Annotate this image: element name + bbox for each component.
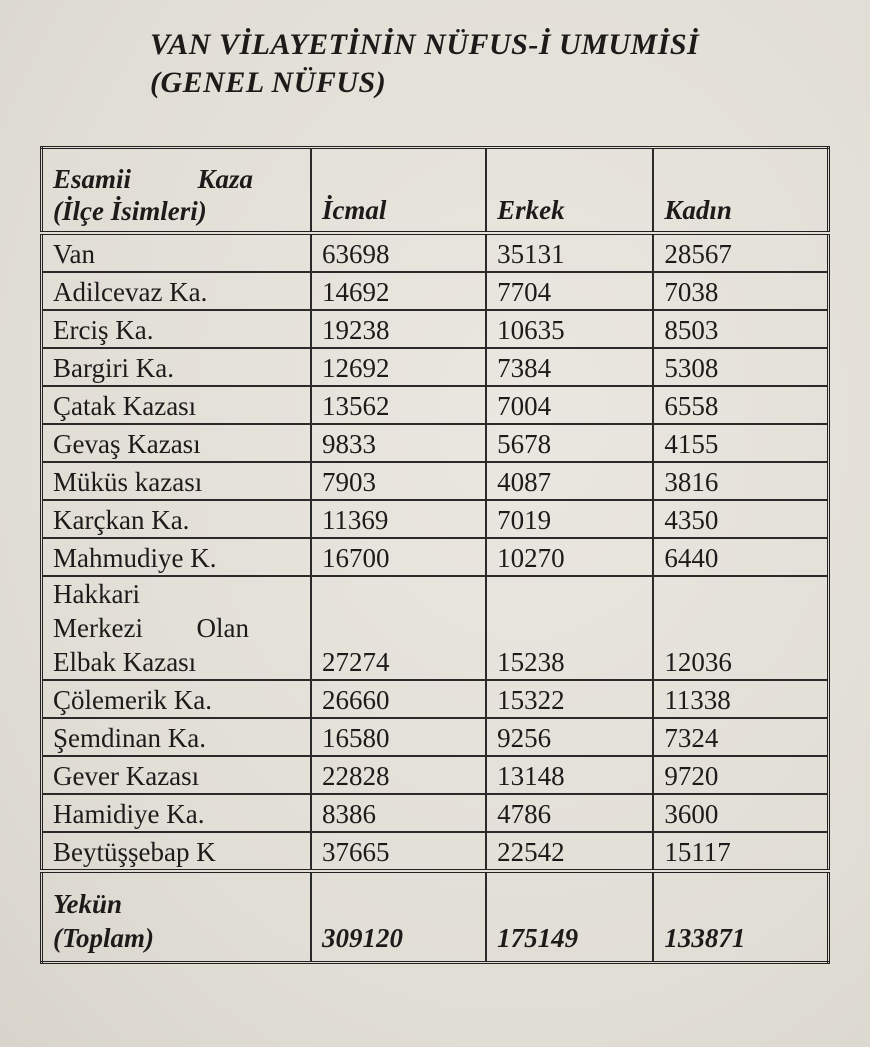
district-name-line2 [53, 611, 249, 645]
table-row [42, 272, 829, 310]
header-icmal: İcmal [311, 148, 486, 234]
title-line-1: VAN VİLAYETİNİN NÜFUS-İ UMUMİSİ [150, 28, 700, 61]
table-row [42, 386, 829, 424]
table-row [42, 718, 829, 756]
total-label-line1: Yekün [53, 889, 123, 919]
district-name: Erciş Ka. [42, 310, 311, 348]
kadin-value: 7038 [653, 272, 828, 310]
district-name: Hamidiye Ka. [42, 794, 311, 832]
icmal-value: 8386 [311, 794, 486, 832]
total-icmal: 309120 [311, 871, 486, 963]
table-row [42, 680, 829, 718]
kadin-value: 8503 [653, 310, 828, 348]
district-name: Gevaş Kazası [42, 424, 311, 462]
header-district-names [42, 148, 311, 234]
erkek-value: 7019 [486, 500, 653, 538]
header-col1-word2: Kaza [197, 164, 253, 194]
total-label-line2: (Toplam) [53, 923, 154, 953]
kadin-value: 3816 [653, 462, 828, 500]
table-row [42, 794, 829, 832]
kadin-value: 28567 [653, 233, 828, 272]
erkek-value: 9256 [486, 718, 653, 756]
table-row [42, 424, 829, 462]
kadin-value: 15117 [653, 832, 828, 871]
document-title [150, 26, 699, 102]
kadin-value: 6558 [653, 386, 828, 424]
kadin-value: 12036 [653, 576, 828, 680]
erkek-value: 5678 [486, 424, 653, 462]
icmal-value: 9833 [311, 424, 486, 462]
kadin-value: 4350 [653, 500, 828, 538]
district-name: Van [42, 233, 311, 272]
erkek-value: 7004 [486, 386, 653, 424]
district-name-line2-a: Merkezi [53, 613, 143, 643]
table-row [42, 832, 829, 871]
total-kadin: 133871 [653, 871, 828, 963]
table-row [42, 310, 829, 348]
district-name-line3: Elbak Kazası [53, 647, 197, 677]
kadin-value: 6440 [653, 538, 828, 576]
erkek-value: 15322 [486, 680, 653, 718]
header-col1-line2: (İlçe İsimleri) [53, 196, 207, 226]
kadin-value: 4155 [653, 424, 828, 462]
district-name: Beytüşşebap K [42, 832, 311, 871]
district-name: Çatak Kazası [42, 386, 311, 424]
icmal-value: 63698 [311, 233, 486, 272]
table-row [42, 538, 829, 576]
district-name: Çölemerik Ka. [42, 680, 311, 718]
district-name-line1: Hakkari [53, 579, 140, 609]
icmal-value: 16700 [311, 538, 486, 576]
erkek-value: 4087 [486, 462, 653, 500]
district-name: Müküs kazası [42, 462, 311, 500]
total-row [42, 871, 829, 963]
erkek-value: 35131 [486, 233, 653, 272]
district-name: Karçkan Ka. [42, 500, 311, 538]
table-header-row [42, 148, 829, 234]
erkek-value: 7704 [486, 272, 653, 310]
kadin-value: 7324 [653, 718, 828, 756]
kadin-value: 3600 [653, 794, 828, 832]
erkek-value: 15238 [486, 576, 653, 680]
erkek-value: 10635 [486, 310, 653, 348]
erkek-value: 13148 [486, 756, 653, 794]
district-name: Gever Kazası [42, 756, 311, 794]
district-name: Adilcevaz Ka. [42, 272, 311, 310]
kadin-value: 11338 [653, 680, 828, 718]
erkek-value: 22542 [486, 832, 653, 871]
icmal-value: 14692 [311, 272, 486, 310]
icmal-value: 37665 [311, 832, 486, 871]
icmal-value: 27274 [311, 576, 486, 680]
erkek-value: 4786 [486, 794, 653, 832]
total-label [42, 871, 311, 963]
district-name: Mahmudiye K. [42, 538, 311, 576]
icmal-value: 12692 [311, 348, 486, 386]
kadin-value: 5308 [653, 348, 828, 386]
population-table [40, 146, 830, 964]
icmal-value: 13562 [311, 386, 486, 424]
header-kadin: Kadın [653, 148, 828, 234]
erkek-value: 10270 [486, 538, 653, 576]
district-name-line2-b: Olan [196, 613, 249, 643]
icmal-value: 7903 [311, 462, 486, 500]
title-line-2: (GENEL NÜFUS) [150, 66, 387, 99]
icmal-value: 11369 [311, 500, 486, 538]
header-erkek: Erkek [486, 148, 653, 234]
kadin-value: 9720 [653, 756, 828, 794]
district-name: Şemdinan Ka. [42, 718, 311, 756]
table-row [42, 576, 829, 680]
total-erkek: 175149 [486, 871, 653, 963]
header-col1-word1: Esamii [53, 164, 132, 194]
table-row [42, 756, 829, 794]
icmal-value: 19238 [311, 310, 486, 348]
table-row [42, 233, 829, 272]
icmal-value: 22828 [311, 756, 486, 794]
table-row [42, 500, 829, 538]
table-row [42, 348, 829, 386]
district-name: Bargiri Ka. [42, 348, 311, 386]
icmal-value: 26660 [311, 680, 486, 718]
district-name-multiline [42, 576, 311, 680]
table-row [42, 462, 829, 500]
erkek-value: 7384 [486, 348, 653, 386]
icmal-value: 16580 [311, 718, 486, 756]
